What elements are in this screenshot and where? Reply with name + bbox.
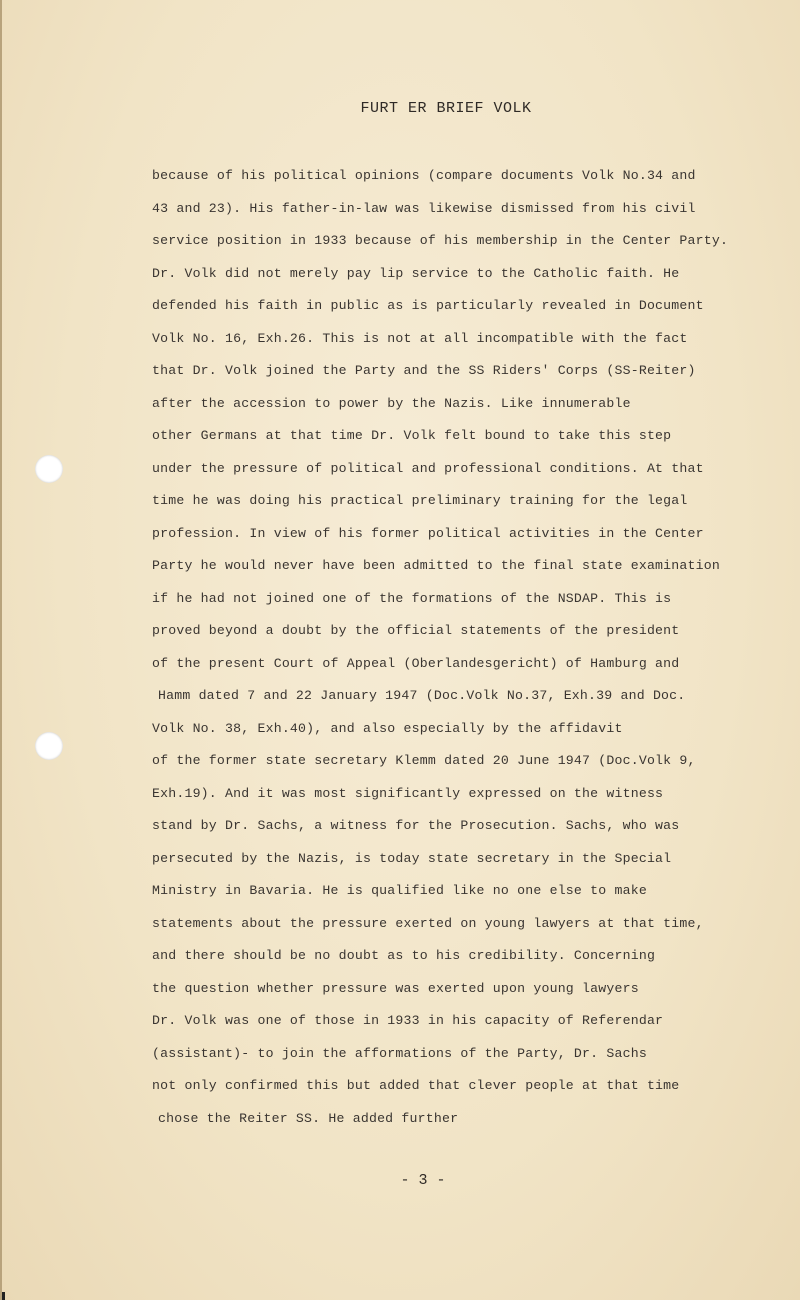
text-line: proved beyond a doubt by the official statements of the president	[152, 623, 680, 638]
text-line: service position in 1933 because of his membership in the Center Party.	[152, 233, 729, 248]
text-line: Volk No. 16, Exh.26. This is not at all incompatible with the fact	[152, 330, 688, 346]
text-line: profession. In view of his former political activities in the Center	[152, 525, 704, 541]
text-line: (assistant)- to join the afformations of the Party, Dr. Sachs	[152, 1045, 647, 1061]
scan-edge-mark	[2, 1292, 5, 1300]
text-line: Ministry in Bavaria. He is qualified like no one else to make	[152, 883, 647, 898]
text-line: Party he would never have been admitted to the final state examination	[152, 558, 720, 573]
text-line: Volk No. 38, Exh.40), and also especially by the affidavit	[152, 720, 623, 736]
text-line: of the present Court of Appeal (Oberlandesgericht) of Hamburg and	[152, 655, 680, 671]
text-line: of the former state secretary Klemm dated 20 June 1947 (Doc.Volk 9,	[152, 753, 696, 768]
text-line: time he was doing his practical preliminary training for the legal	[152, 493, 688, 508]
text-line: that Dr. Volk joined the Party and the SS Riders' Corps (SS-Reiter)	[152, 363, 696, 378]
text-line: 43 and 23). His father-in-law was likewise dismissed from his civil	[152, 200, 696, 216]
text-line: statements about the pressure exerted on young lawyers at that time,	[152, 915, 704, 931]
text-line: because of his political opinions (compare documents Volk No.34 and	[152, 168, 696, 183]
text-line: not only confirmed this but added that clever people at that time	[152, 1078, 680, 1093]
text-line: Hamm dated 7 and 22 January 1947 (Doc.Volk No.37, Exh.39 and Doc.	[158, 688, 686, 703]
text-line: defended his faith in public as is particularly revealed in Document	[152, 298, 704, 313]
text-line: if he had not joined one of the formations of the NSDAP. This is	[152, 590, 672, 606]
page-number: - 3 -	[400, 1172, 446, 1189]
text-line: persecuted by the Nazis, is today state secretary in the Special	[152, 850, 672, 866]
text-line: chose the Reiter SS. He added further	[158, 1110, 459, 1126]
body-text	[152, 160, 762, 1135]
text-line: Dr. Volk did not merely pay lip service to the Catholic faith. He	[152, 265, 680, 281]
text-line: other Germans at that time Dr. Volk felt bound to take this step	[152, 428, 672, 443]
punch-hole-top	[35, 455, 63, 483]
text-line: after the accession to power by the Nazis. Like innumerable	[152, 395, 631, 411]
text-line: the question whether pressure was exerted upon young lawyers	[152, 980, 639, 996]
text-line: Dr. Volk was one of those in 1933 in his capacity of Referendar	[152, 1013, 664, 1028]
text-line: Exh.19). And it was most significantly expressed on the witness	[152, 785, 664, 801]
text-line: and there should be no doubt as to his credibility. Concerning	[152, 948, 656, 963]
page-heading: FURT ER BRIEF VOLK	[360, 100, 532, 117]
punch-hole-bottom	[35, 732, 63, 760]
text-line: under the pressure of political and professional conditions. At that	[152, 460, 704, 476]
text-line: stand by Dr. Sachs, a witness for the Prosecution. Sachs, who was	[152, 818, 680, 833]
